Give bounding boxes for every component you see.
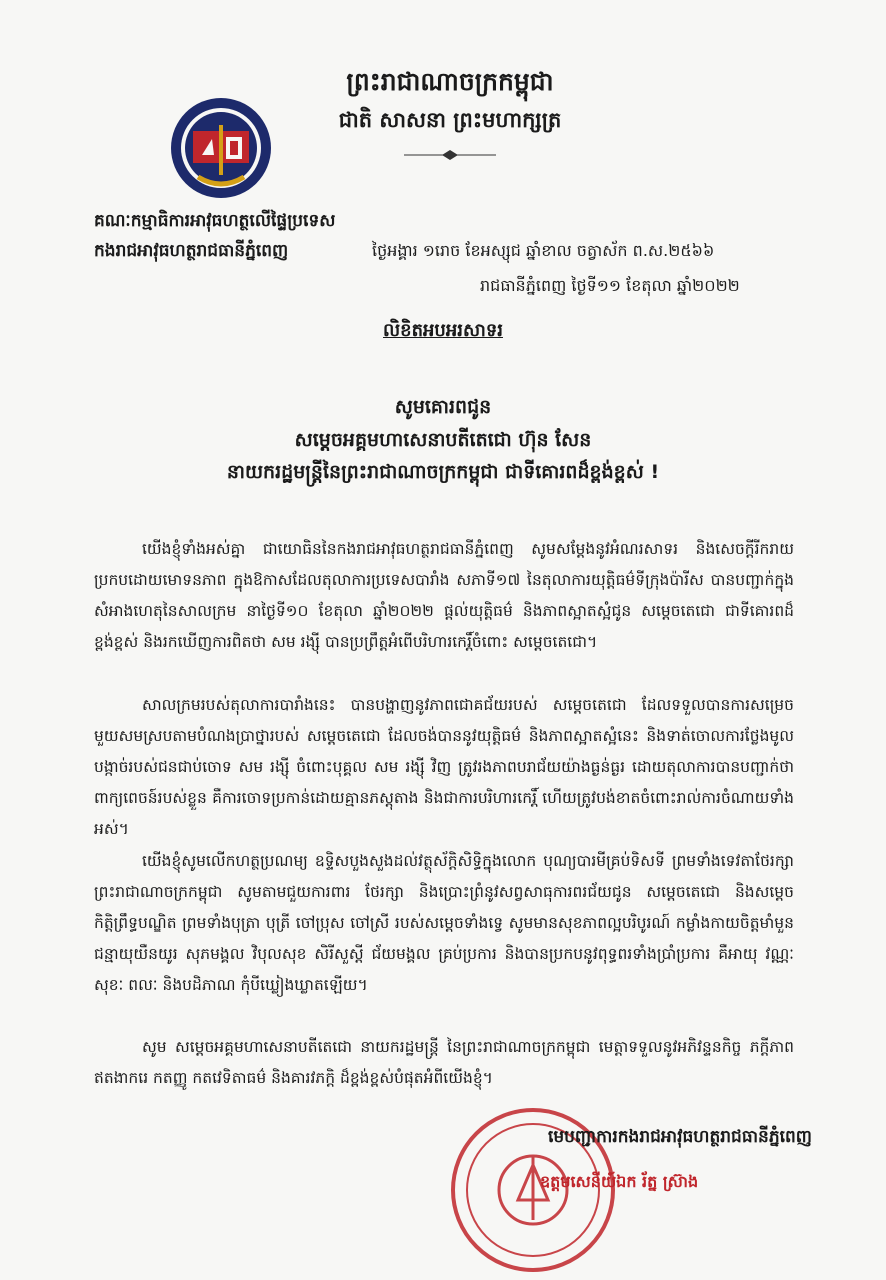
signatory-name: ឧត្តមសេនីយ៍ឯក រ័ត្ន ស្រ៊ាង xyxy=(540,1172,699,1191)
addressee-title: នាយករដ្ឋមន្ត្រីនៃព្រះរាជាណាចក្រកម្ពុជា ជាទីគោរពដ៏ខ្ពង់ខ្ពស់ ! xyxy=(226,461,660,483)
issuing-org-line2: កងរាជអាវុធហត្ថរាជធានីភ្នំពេញ xyxy=(94,241,289,261)
lunar-date: ថ្ងៃអង្គារ ១រោច ខែអស្សុជ ឆ្នាំខាល ចត្វាស័ក ព.ស.២៥៦៦ xyxy=(372,241,715,260)
gendarmerie-emblem-icon xyxy=(168,95,274,201)
signatory-position: មេបញ្ជាការកងរាជអាវុធហត្ថរាជធានីភ្នំពេញ xyxy=(547,1127,812,1147)
addressee-salutation: សូមគោរពជូន xyxy=(394,396,492,418)
body-paragraph-1: យើងខ្ញុំទាំងអស់គ្នា ជាយោធិននៃកងរាជអាវុធហត្ថរាជធានីភ្នំពេញ សូមសម្តែងនូវអំណរសាទរ និងសេចក្តីរីករាយ ប្រកបដោយមោទនភាព ក្នុងឱកាសដែលតុលាការប្រទេសបារាំង សភាទី១៧ នៃតុលាការយុត្តិធម៌ទីក្រុងប៉ារីស បានបញ្ជាក់ក្នុងសំអាងហេតុនៃសាលក្រម នាថ្ងៃទី១០ ខែតុលា ឆ្នាំ២០២២ ផ្តល់យុត្តិធម៌ និងភាពស្អាតស្អំជូន សម្តេចតេជោ ជាទីគោរពដ៏ខ្ពង់ខ្ពស់ និងរកឃើញការពិតថា សម រង្ស៊ី បានប្រព្រឹត្តអំពើបរិហារកេរ្តិ៍ចំពោះ សម្តេចតេជោ។ xyxy=(94,540,794,651)
ornament-divider-icon xyxy=(400,148,500,162)
body-paragraph-2: សាលក្រមរបស់តុលាការបារាំងនេះ បានបង្ហាញនូវភាពជោគជ័យរបស់ សម្តេចតេជោ ដែលទទួលបានការសម្រេចមួយសមស្របតាមបំណងប្រាថ្នារបស់ សម្តេចតេជោ ដែលចង់បាននូវយុត្តិធម៌ និងភាពស្អាតស្អំនេះ និងទាត់ចោលការថ្លែងមូលបង្កាច់របស់ជនជាប់ចោទ សម រង្ស៊ី ចំពោះបុគ្គល សម រង្ស៊ី វិញ ត្រូវរងភាពបរាជ័យយ៉ាងធ្ងន់ធ្ងរ ដោយតុលាការបានបញ្ជាក់ថា ពាក្យពេចន៍របស់ខ្លួន គឺការចោទប្រកាន់ដោយគ្មានភស្តុតាង និងជាការបរិហារកេរ្តិ៍ ហើយត្រូវបង់ខាតចំពោះរាល់ការចំណាយទាំងអស់។ xyxy=(94,696,794,838)
national-motto: ជាតិ សាសនា ព្រះមហាក្សត្រ xyxy=(338,108,562,132)
kingdom-heading: ព្រះរាជាណាចក្រកម្ពុជា xyxy=(346,67,554,96)
gregorian-date: រាជធានីភ្នំពេញ ថ្ងៃទី១១ ខែតុលា ឆ្នាំ២០២២ xyxy=(480,276,740,295)
issuing-org-line1: គណៈកម្មាធិការអាវុធហត្ថលើផ្ទៃប្រទេស xyxy=(94,211,336,231)
body-paragraph-3: យើងខ្ញុំសូមលើកហត្ថប្រណម្យ ឧទ្ទិសបួងសួងដល់វត្ថុស័ក្តិសិទ្ធិក្នុងលោក បុណ្យបារមីគ្រប់ទិសទី ព្រមទាំងទេវតាថែរក្សាព្រះរាជាណាចក្រកម្ពុជា សូមតាមជួយការពារ ថែរក្សា និងប្រោះព្រំនូវសព្វសាធុការពរជ័យជូន សម្តេចតេជោ និងសម្តេចកិត្តិព្រឹទ្ធបណ្ឌិត ព្រមទាំងបុត្រា បុត្រី ចៅប្រុស ចៅស្រី របស់សម្តេចទាំងទ្វេ សូមមានសុខភាពល្អបរិបូរណ៍ កម្លាំងកាយចិត្តមាំមួន ជន្មាយុយឺនយូរ សុភមង្គល វិបុលសុខ សិរីសួស្តី ជ័យមង្គល គ្រប់ប្រការ និងបានប្រកបនូវពុទ្ធពរទាំងប្រាំប្រការ គឺអាយុ វណ្ណៈ សុខៈ ពលៈ និងបដិភាណ កុំបីឃ្លៀងឃ្លាតឡើយ។ xyxy=(94,852,794,994)
body-paragraph-4: សូម សម្តេចអគ្គមហាសេនាបតីតេជោ នាយករដ្ឋមន្ត្រី នៃព្រះរាជាណាចក្រកម្ពុជា មេត្តាទទួលនូវអភិវន្ទនកិច្ច ភក្តីភាពឥតងាករេ កតញ្ញូ កតវេទិតាធម៌ និងគារវភក្តិ ដ៏ខ្ពង់ខ្ពស់បំផុតអំពីយើងខ្ញុំ។ xyxy=(94,1038,794,1087)
document-title: លិខិតអបអរសាទរ xyxy=(383,320,503,341)
addressee-name: សម្តេចអគ្គមហាសេនាបតីតេជោ ហ៊ុន សែន xyxy=(294,429,592,451)
